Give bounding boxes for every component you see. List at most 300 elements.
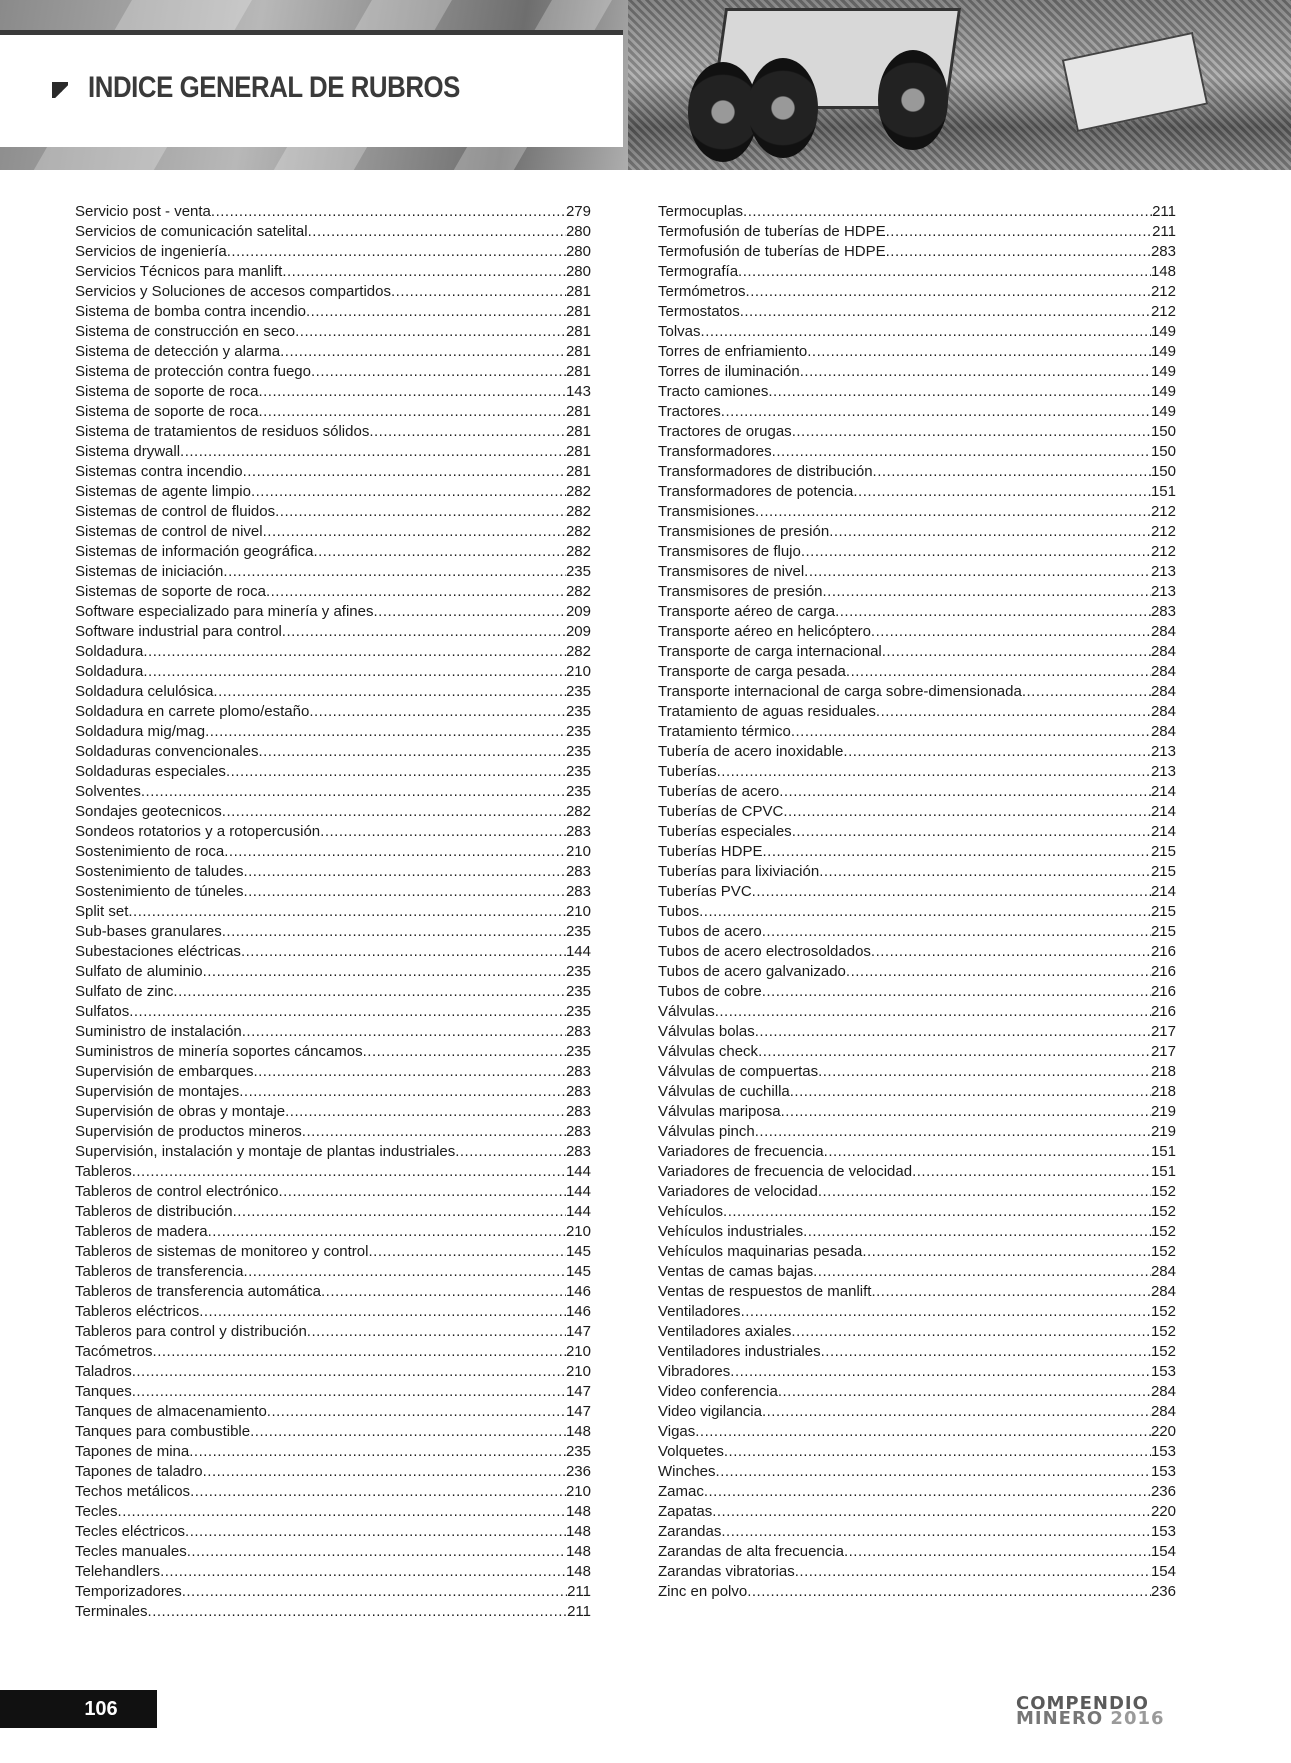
entry-term: Válvulas de compuertas <box>658 1063 819 1080</box>
index-entry <box>658 1362 1176 1382</box>
leader-dots <box>835 602 1151 622</box>
entry-page: 216 <box>1150 1003 1176 1020</box>
leader-dots <box>844 1542 1151 1562</box>
truck-wheel <box>748 58 818 158</box>
entry-page: 279 <box>565 203 591 220</box>
entry-page: 150 <box>1150 463 1176 480</box>
index-entry <box>658 1442 1176 1462</box>
entry-term: Tuberías PVC <box>658 883 752 900</box>
entry-term: Tubos de acero <box>658 923 762 940</box>
entry-term: Servicios y Soluciones de accesos compartidos <box>75 283 391 300</box>
leader-dots <box>226 762 566 782</box>
leader-dots <box>738 262 1151 282</box>
entry-page: 235 <box>565 703 591 720</box>
entry-page: 213 <box>1150 583 1176 600</box>
index-entry <box>75 1202 591 1222</box>
entry-page: 149 <box>1150 403 1176 420</box>
index-entry <box>75 482 591 502</box>
entry-term: Sistemas de iniciación <box>75 563 224 580</box>
entry-term: Ventas de camas bajas <box>658 1263 814 1280</box>
entry-term: Tableros de transferencia <box>75 1263 244 1280</box>
leader-dots <box>143 642 566 662</box>
leader-dots <box>187 1542 566 1562</box>
leader-dots <box>263 522 566 542</box>
leader-dots <box>721 1522 1151 1542</box>
entry-term: Ventiladores <box>658 1303 741 1320</box>
index-entry <box>75 422 591 442</box>
entry-page: 218 <box>1150 1083 1176 1100</box>
index-entry <box>75 922 591 942</box>
entry-term: Sostenimiento de roca <box>75 843 225 860</box>
entry-term: Válvulas pinch <box>658 1123 755 1140</box>
entry-term: Sistemas de control de fluidos <box>75 503 276 520</box>
leader-dots <box>258 402 566 422</box>
leader-dots <box>282 262 566 282</box>
entry-term: Variadores de frecuencia de velocidad <box>658 1163 913 1180</box>
index-entry <box>75 1042 591 1062</box>
entry-term: Software industrial para control <box>75 623 282 640</box>
entry-term: Válvulas mariposa <box>658 1103 781 1120</box>
index-entry <box>75 1402 591 1422</box>
leader-dots <box>873 462 1151 482</box>
entry-page: 283 <box>1150 603 1176 620</box>
entry-page: 218 <box>1150 1063 1176 1080</box>
entry-page: 284 <box>1150 643 1176 660</box>
entry-page: 144 <box>565 1163 591 1180</box>
entry-term: Transporte de carga pesada <box>658 663 846 680</box>
entry-term: Tanques para combustible <box>75 1423 251 1440</box>
leader-dots <box>278 1182 566 1202</box>
entry-page: 146 <box>565 1283 591 1300</box>
leader-dots <box>807 342 1151 362</box>
leader-dots <box>243 882 566 902</box>
leader-dots <box>755 502 1151 522</box>
entry-term: Sulfato de zinc <box>75 983 174 1000</box>
index-entry <box>658 322 1176 342</box>
entry-term: Ventas de respuestos de manlift <box>658 1283 872 1300</box>
entry-term: Transformadores de distribución <box>658 463 873 480</box>
entry-page: 211 <box>1152 223 1176 240</box>
entry-page: 281 <box>565 443 591 460</box>
index-entry <box>75 1442 591 1462</box>
entry-page: 236 <box>1150 1483 1176 1500</box>
entry-page: 216 <box>1150 943 1176 960</box>
page-number: 106 <box>84 1698 118 1720</box>
leader-dots <box>699 902 1151 922</box>
entry-term: Válvulas de cuchilla <box>658 1083 790 1100</box>
leader-dots <box>309 702 566 722</box>
page-title: INDICE GENERAL DE RUBROS <box>88 71 460 104</box>
entry-page: 148 <box>565 1423 591 1440</box>
entry-term: Tecles <box>75 1503 118 1520</box>
entry-term: Tecles eléctricos <box>75 1523 186 1540</box>
leader-dots <box>203 1462 566 1482</box>
entry-term: Tuberías <box>658 763 717 780</box>
entry-page: 235 <box>565 1003 591 1020</box>
index-entry <box>658 1142 1176 1162</box>
leader-dots <box>724 1442 1151 1462</box>
leader-dots <box>363 1042 566 1062</box>
index-entry <box>75 342 591 362</box>
index-entry <box>75 1582 591 1602</box>
entry-page: 281 <box>565 283 591 300</box>
entry-term: Termofusión de tuberías de HDPE <box>658 223 886 240</box>
index-entry <box>75 222 591 242</box>
index-entry <box>658 422 1176 442</box>
entry-page: 235 <box>565 1043 591 1060</box>
entry-page: 284 <box>1150 1283 1176 1300</box>
entry-page: 281 <box>565 303 591 320</box>
entry-page: 284 <box>1150 663 1176 680</box>
index-entry <box>658 642 1176 662</box>
entry-term: Sistemas contra incendio <box>75 463 243 480</box>
brand-line2 <box>1016 1708 1196 1729</box>
index-entry <box>75 382 591 402</box>
entry-term: Sistema de soporte de roca <box>75 383 259 400</box>
leader-dots <box>132 1362 566 1382</box>
entry-page: 152 <box>1150 1203 1176 1220</box>
entry-page: 152 <box>1150 1183 1176 1200</box>
index-entry <box>75 1422 591 1442</box>
leader-dots <box>267 1402 566 1422</box>
entry-page: 282 <box>565 543 591 560</box>
entry-term: Sulfatos <box>75 1003 130 1020</box>
index-entry <box>658 1562 1176 1582</box>
index-entry <box>658 1322 1176 1342</box>
leader-dots <box>190 1482 566 1502</box>
leader-dots <box>792 822 1151 842</box>
entry-page: 283 <box>565 1063 591 1080</box>
entry-page: 282 <box>565 583 591 600</box>
entry-term: Zarandas de alta frecuencia <box>658 1543 844 1560</box>
index-entry <box>658 362 1176 382</box>
entry-term: Sistemas de agente limpio <box>75 483 251 500</box>
entry-page: 235 <box>565 683 591 700</box>
leader-dots <box>391 282 566 302</box>
entry-term: Soldadura <box>75 643 144 660</box>
leader-dots <box>233 1202 566 1222</box>
entry-term: Tapones de mina <box>75 1443 190 1460</box>
leader-dots <box>129 1002 566 1022</box>
entry-page: 143 <box>565 383 591 400</box>
entry-term: Sistema de soporte de roca <box>75 403 259 420</box>
entry-page: 283 <box>565 883 591 900</box>
leader-dots <box>695 1422 1151 1442</box>
entry-page: 148 <box>565 1563 591 1580</box>
leader-dots <box>213 682 566 702</box>
entry-page: 284 <box>1150 1263 1176 1280</box>
index-entry <box>75 602 591 622</box>
entry-term: Vibradores <box>658 1363 731 1380</box>
leader-dots <box>862 1242 1151 1262</box>
index-entry <box>75 802 591 822</box>
entry-term: Variadores de frecuencia <box>658 1143 824 1160</box>
index-entry <box>658 702 1176 722</box>
entry-page: 214 <box>1150 883 1176 900</box>
leader-dots <box>295 322 566 342</box>
index-entry <box>75 362 591 382</box>
leader-dots <box>871 942 1151 962</box>
index-entry <box>658 922 1176 942</box>
entry-term: Supervisión de productos mineros <box>75 1123 302 1140</box>
entry-page: 220 <box>1150 1423 1176 1440</box>
index-entry <box>658 862 1176 882</box>
entry-page: 235 <box>565 923 591 940</box>
index-entry <box>658 1162 1176 1182</box>
index-entry <box>75 462 591 482</box>
entry-term: Tractores de orugas <box>658 423 792 440</box>
index-entry <box>658 842 1176 862</box>
index-entry <box>75 962 591 982</box>
leader-dots <box>772 442 1151 462</box>
index-entry <box>75 862 591 882</box>
entry-page: 217 <box>1150 1043 1176 1060</box>
leader-dots <box>792 422 1151 442</box>
entry-page: 283 <box>565 1023 591 1040</box>
entry-page: 211 <box>567 1583 591 1600</box>
leader-dots <box>746 282 1151 302</box>
leader-dots <box>779 782 1151 802</box>
leader-dots <box>189 1442 566 1462</box>
mining-truck-photo <box>628 0 1291 170</box>
entry-term: Transformadores de potencia <box>658 483 854 500</box>
index-entry <box>75 1342 591 1362</box>
index-entry <box>75 1302 591 1322</box>
entry-term: Soldadura mig/mag <box>75 723 206 740</box>
entry-page: 153 <box>1150 1523 1176 1540</box>
index-entry <box>658 1082 1176 1102</box>
leader-dots <box>368 1242 565 1262</box>
entry-page: 210 <box>565 1483 591 1500</box>
index-entry <box>75 1242 591 1262</box>
entry-term: Suministro de instalación <box>75 1023 242 1040</box>
entry-page: 150 <box>1150 423 1176 440</box>
entry-term: Tuberías de acero <box>658 783 780 800</box>
entry-page: 212 <box>1150 523 1176 540</box>
index-entry <box>75 782 591 802</box>
entry-term: Software especializado para minería y afines <box>75 603 374 620</box>
entry-term: Tableros de sistemas de monitoreo y control <box>75 1243 369 1260</box>
leader-dots <box>846 662 1151 682</box>
index-entry <box>75 1482 591 1502</box>
entry-term: Tableros de distribución <box>75 1203 233 1220</box>
index-entry <box>75 442 591 462</box>
entry-term: Tableros de madera <box>75 1223 208 1240</box>
entry-term: Sondeos rotatorios y a rotopercusión <box>75 823 321 840</box>
leader-dots <box>243 462 566 482</box>
entry-page: 235 <box>565 1443 591 1460</box>
index-entry <box>75 1222 591 1242</box>
entry-term: Tuberías de CPVC <box>658 803 784 820</box>
index-entry <box>658 522 1176 542</box>
entry-page: 145 <box>565 1243 591 1260</box>
entry-term: Sistema drywall <box>75 443 181 460</box>
leader-dots <box>208 1222 566 1242</box>
entry-page: 152 <box>1150 1343 1176 1360</box>
entry-page: 151 <box>1150 1143 1176 1160</box>
index-entry <box>658 1402 1176 1422</box>
leader-dots <box>222 922 566 942</box>
index-entry <box>75 742 591 762</box>
index-entry <box>658 502 1176 522</box>
leader-dots <box>307 1322 566 1342</box>
index-entry <box>658 242 1176 262</box>
leader-dots <box>818 1182 1151 1202</box>
index-entry <box>658 822 1176 842</box>
leader-dots <box>369 422 566 442</box>
entry-term: Winches <box>658 1463 716 1480</box>
entry-page: 281 <box>565 363 591 380</box>
index-entry <box>75 402 591 422</box>
entry-term: Tableros eléctricos <box>75 1303 200 1320</box>
entry-page: 210 <box>565 843 591 860</box>
entry-page: 283 <box>565 1083 591 1100</box>
entry-term: Variadores de velocidad <box>658 1183 818 1200</box>
leader-dots <box>153 1342 566 1362</box>
index-entry <box>658 562 1176 582</box>
entry-term: Zapatas <box>658 1503 713 1520</box>
entry-page: 152 <box>1150 1223 1176 1240</box>
leader-dots <box>791 1322 1151 1342</box>
leader-dots <box>790 1082 1151 1102</box>
leader-dots <box>762 1402 1151 1422</box>
index-entry <box>75 1522 591 1542</box>
entry-term: Tubos de cobre <box>658 983 762 1000</box>
index-entry <box>75 502 591 522</box>
index-entry <box>75 1022 591 1042</box>
index-entry <box>658 802 1176 822</box>
entry-page: 209 <box>565 623 591 640</box>
entry-term: Volquetes <box>658 1443 724 1460</box>
entry-page: 213 <box>1150 743 1176 760</box>
entry-term: Vigas <box>658 1423 696 1440</box>
entry-page: 147 <box>565 1323 591 1340</box>
index-entry <box>658 302 1176 322</box>
leader-dots <box>148 1602 568 1622</box>
index-entry <box>75 322 591 342</box>
entry-page: 149 <box>1150 323 1176 340</box>
leader-dots <box>762 842 1150 862</box>
entry-term: Tapones de taladro <box>75 1463 203 1480</box>
index-entry <box>658 1102 1176 1122</box>
index-entry <box>75 762 591 782</box>
entry-term: Soldadura <box>75 663 144 680</box>
entry-page: 146 <box>565 1303 591 1320</box>
entry-term: Terminales <box>75 1603 148 1620</box>
entry-page: 212 <box>1150 543 1176 560</box>
entry-page: 281 <box>565 403 591 420</box>
entry-term: Transmisores de flujo <box>658 543 801 560</box>
entry-page: 210 <box>565 1363 591 1380</box>
entry-term: Tratamiento térmico <box>658 723 791 740</box>
index-entry <box>658 982 1176 1002</box>
leader-dots <box>823 582 1151 602</box>
entry-page: 282 <box>565 643 591 660</box>
index-entry <box>658 342 1176 362</box>
leader-dots <box>813 1262 1151 1282</box>
entry-page: 282 <box>565 523 591 540</box>
entry-page: 154 <box>1150 1563 1176 1580</box>
leader-dots <box>320 822 566 842</box>
entry-page: 148 <box>565 1543 591 1560</box>
index-entry <box>658 1202 1176 1222</box>
entry-term: Torres de iluminación <box>658 363 800 380</box>
entry-page: 149 <box>1150 363 1176 380</box>
leader-dots <box>222 802 566 822</box>
index-entry <box>75 622 591 642</box>
entry-page: 284 <box>1150 703 1176 720</box>
entry-page: 284 <box>1150 1383 1176 1400</box>
entry-term: Servicio post - venta <box>75 203 211 220</box>
index-entry <box>75 1142 591 1162</box>
leader-dots <box>912 1162 1151 1182</box>
entry-page: 235 <box>565 763 591 780</box>
index-entry <box>75 902 591 922</box>
entry-page: 280 <box>565 263 591 280</box>
leader-dots <box>132 1382 566 1402</box>
entry-term: Tratamiento de aguas residuales <box>658 703 876 720</box>
entry-term: Zarandas vibratorias <box>658 1563 795 1580</box>
entry-term: Soldadura en carrete plomo/estaño <box>75 703 310 720</box>
index-entry <box>75 1282 591 1302</box>
entry-term: Tuberías para lixiviación <box>658 863 820 880</box>
leader-dots <box>821 1342 1151 1362</box>
leader-dots <box>755 1122 1151 1142</box>
index-entry <box>75 1502 591 1522</box>
entry-term: Tacómetros <box>75 1343 153 1360</box>
index-entry <box>658 1522 1176 1542</box>
entry-term: Tecles manuales <box>75 1543 187 1560</box>
leader-dots <box>285 1102 566 1122</box>
entry-term: Tubos <box>658 903 700 920</box>
entry-term: Tubería de acero inoxidable <box>658 743 844 760</box>
entry-term: Sostenimiento de túneles <box>75 883 244 900</box>
index-entry <box>75 1002 591 1022</box>
entry-page: 235 <box>565 783 591 800</box>
entry-page: 283 <box>1150 243 1176 260</box>
leader-dots <box>882 642 1151 662</box>
entry-page: 210 <box>565 1343 591 1360</box>
index-entry <box>658 482 1176 502</box>
index-entry <box>658 262 1176 282</box>
entry-page: 284 <box>1150 723 1176 740</box>
entry-term: Termostatos <box>658 303 740 320</box>
entry-term: Zamac <box>658 1483 704 1500</box>
entry-page: 236 <box>565 1463 591 1480</box>
index-entry <box>658 1502 1176 1522</box>
entry-page: 212 <box>1150 303 1176 320</box>
leader-dots <box>182 1582 567 1602</box>
entry-page: 219 <box>1150 1123 1176 1140</box>
entry-term: Vehículos <box>658 1203 724 1220</box>
leader-dots <box>180 442 566 462</box>
leader-dots <box>173 982 566 1002</box>
entry-page: 235 <box>565 963 591 980</box>
leader-dots <box>743 202 1152 222</box>
index-entry <box>658 622 1176 642</box>
leader-dots <box>132 1162 566 1182</box>
entry-page: 210 <box>565 663 591 680</box>
index-entry <box>658 1042 1176 1062</box>
entry-term: Soldadura celulósica <box>75 683 214 700</box>
leader-dots <box>302 1122 566 1142</box>
truck-wheel <box>878 50 948 150</box>
entry-term: Tubos de acero galvanizado <box>658 963 846 980</box>
index-entry <box>75 1462 591 1482</box>
index-entry <box>75 722 591 742</box>
index-entry <box>75 1062 591 1082</box>
index-entry <box>75 522 591 542</box>
